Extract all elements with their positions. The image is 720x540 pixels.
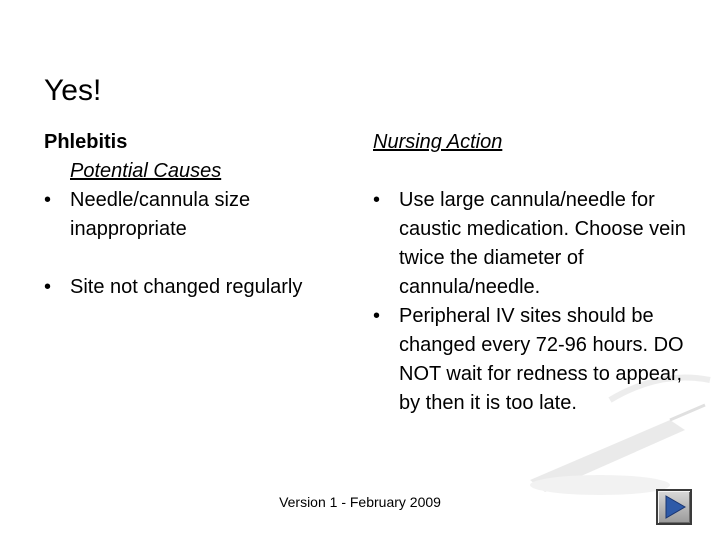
phlebitis-heading: Phlebitis <box>44 131 128 153</box>
nursing-action-heading: Nursing Action <box>373 131 503 153</box>
cause-item-site: • Site not changed regularly <box>44 273 364 302</box>
action-item-change-sites: • Peripheral IV sites should be changed every 72-96 hours. DO NOT wait for redness to appear, by then it is too late. <box>373 302 693 418</box>
actions-column <box>373 128 693 418</box>
potential-causes-subheading: Potential Causes <box>70 160 222 182</box>
play-forward-icon <box>658 491 690 523</box>
cause-item-size: • Needle/cannula size inappropriate <box>44 186 364 244</box>
causes-column <box>44 128 364 302</box>
slide-title: Yes! <box>44 74 102 107</box>
slide-footer: Version 1 - February 2009 <box>279 494 441 510</box>
action-item-cannula: • Use large cannula/needle for caustic medication. Choose vein twice the diameter of cannula/needle. <box>373 186 693 302</box>
next-slide-button[interactable] <box>656 489 692 525</box>
